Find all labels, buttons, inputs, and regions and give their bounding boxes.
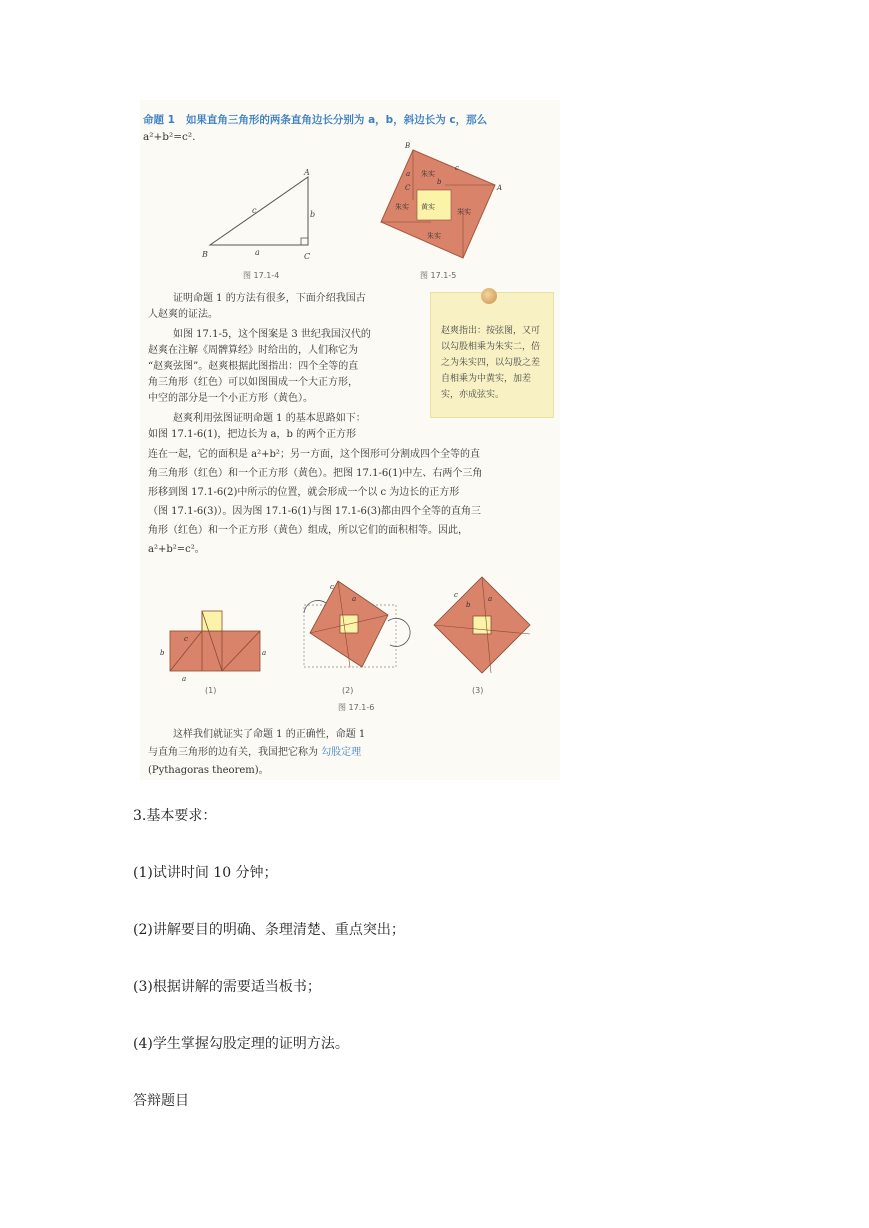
fig1714-label-C: C [304, 252, 311, 261]
fig1716-1-label-a-right: a [262, 649, 267, 657]
fig1716-1-label-b: b [160, 649, 165, 657]
fig1716-sublabel-1: (1) [205, 686, 217, 695]
fig1716-1-label-c: c [184, 635, 188, 643]
figure-17-1-4 [200, 165, 330, 265]
fig1715-left-label: 朱实 [395, 203, 409, 211]
fig1715-label-b: b [437, 178, 442, 186]
paragraph-line-4: 赵爽在注解《周髀算经》时给出的，人们称它为 [148, 345, 358, 356]
fig1714-label-b: b [310, 210, 316, 219]
fig1716-sublabel-2: (2) [342, 686, 354, 695]
proposition-heading [143, 112, 487, 128]
fig1714-label-A: A [304, 168, 310, 177]
paragraph-line-8: 赵爽利用弦图证明命题 1 的基本思路如下： [173, 413, 366, 424]
paragraph-line-2: 人赵爽的证法。 [148, 309, 218, 320]
paragraph-line-1: 证明命题 1 的方法有很多，下面介绍我国古 [173, 293, 366, 304]
note-text: 赵爽指出：按弦图，又可以勾股相乘为朱实二，倍之为朱实四，以勾股之差自相乘为中黄实，加差实，亦成弦实。 [441, 326, 541, 400]
fig1715-center-label: 黄实 [421, 203, 435, 211]
fig1715-label-B: B [405, 142, 411, 150]
proposition-text: 如果直角三角形的两条直角边长分别为 a，b，斜边长为 c，那么 [185, 114, 488, 126]
fig1716-3-label-a: a [488, 595, 493, 603]
figure-17-1-6-part-2 [290, 575, 410, 675]
closing-line-2-text: 与直角三角形的边有关，我国把它称为 [148, 747, 318, 758]
closing-line-1: 这样我们就证实了命题 1 的正确性，命题 1 [173, 729, 366, 740]
paragraph-line-14: 角形（红色）和一个正方形（黄色）组成，所以它们的面积相等。因此， [148, 525, 468, 536]
fig1715-caption: 图 17.1-5 [420, 271, 457, 280]
fig1716-1-label-a-bottom: a [182, 675, 187, 683]
requirement-item-3: (3)根据讲解的需要适当板书； [133, 979, 321, 995]
paragraph-line-12: 形移到图 17.1-6(2)中所示的位置，就会形成一个以 c 为边长的正方形 [148, 487, 460, 498]
fig1715-label-C: C [405, 184, 411, 192]
paragraph-line-10: 连在一起，它的面积是 a²+b²；另一方面，这个图形可分割成四个全等的直 [148, 449, 480, 460]
figure-17-1-6-part-1 [158, 605, 273, 685]
fig1715-right-label: 朱实 [457, 208, 471, 216]
paragraph-line-7: 中空的部分是一个小正方形（黄色）。 [148, 393, 313, 404]
fig1716-caption: 图 17.1-6 [338, 703, 375, 712]
paragraph-line-11: 角三角形（红色）和一个正方形（黄色）。把图 17.1-6(1)中左、右两个三角 [148, 468, 483, 479]
fig1714-label-c: c [252, 206, 257, 215]
fig1715-top-label: 朱实 [421, 170, 435, 178]
proposition-label: 命题 1 [143, 114, 175, 126]
answer-section-heading: 答辩题目 [133, 1093, 189, 1109]
figure-17-1-5 [375, 140, 505, 260]
fig1714-label-B: B [202, 250, 208, 259]
requirement-item-2: (2)讲解要目的明确、条理清楚、重点突出； [133, 922, 405, 938]
fig1714-caption: 图 17.1-4 [243, 271, 280, 280]
requirement-item-4: (4)学生掌握勾股定理的证明方法。 [133, 1036, 349, 1052]
paragraph-line-6: 角三角形（红色）可以如图围成一个大正方形， [148, 377, 358, 388]
requirements-heading: 3.基本要求： [133, 808, 217, 824]
fig1715-label-A: A [497, 184, 503, 192]
fig1714-label-a: a [255, 248, 260, 257]
paragraph-line-13: （图 17.1-6(3)）。因为图 17.1-6(1)与图 17.1-6(3)都由四个全等的直角三 [148, 506, 482, 517]
paragraph-line-15: a²+b²=c²。 [148, 544, 205, 555]
fig1715-label-a: a [406, 170, 411, 178]
pushpin-icon [481, 288, 497, 304]
figure-17-1-6-part-3 [432, 575, 537, 675]
closing-line-2 [148, 745, 361, 760]
pythagoras-term: 勾股定理 [321, 747, 362, 758]
paragraph-line-3: 如图 17.1-5，这个图案是 3 世纪我国汉代的 [173, 329, 371, 340]
fig1716-3-label-c: c [454, 591, 458, 599]
requirement-item-1: (1)试讲时间 10 分钟； [133, 865, 278, 881]
proposition-formula: a²+b²=c². [143, 131, 196, 143]
fig1716-3-label-b: b [466, 601, 471, 609]
fig1715-bottom-label: 朱实 [427, 232, 441, 240]
fig1715-label-c: c [455, 164, 459, 172]
fig1716-2-label-c: c [330, 583, 334, 591]
sticky-note [430, 292, 554, 418]
paragraph-line-5: “赵爽弦图”。赵爽根据此图指出：四个全等的直 [148, 361, 359, 372]
paragraph-line-9: 如图 17.1-6(1)，把边长为 a，b 的两个正方形 [148, 429, 357, 440]
fig1716-2-label-a: a [352, 595, 357, 603]
closing-line-3: (Pythagoras theorem)。 [148, 765, 269, 776]
fig1716-sublabel-3: (3) [472, 686, 484, 695]
